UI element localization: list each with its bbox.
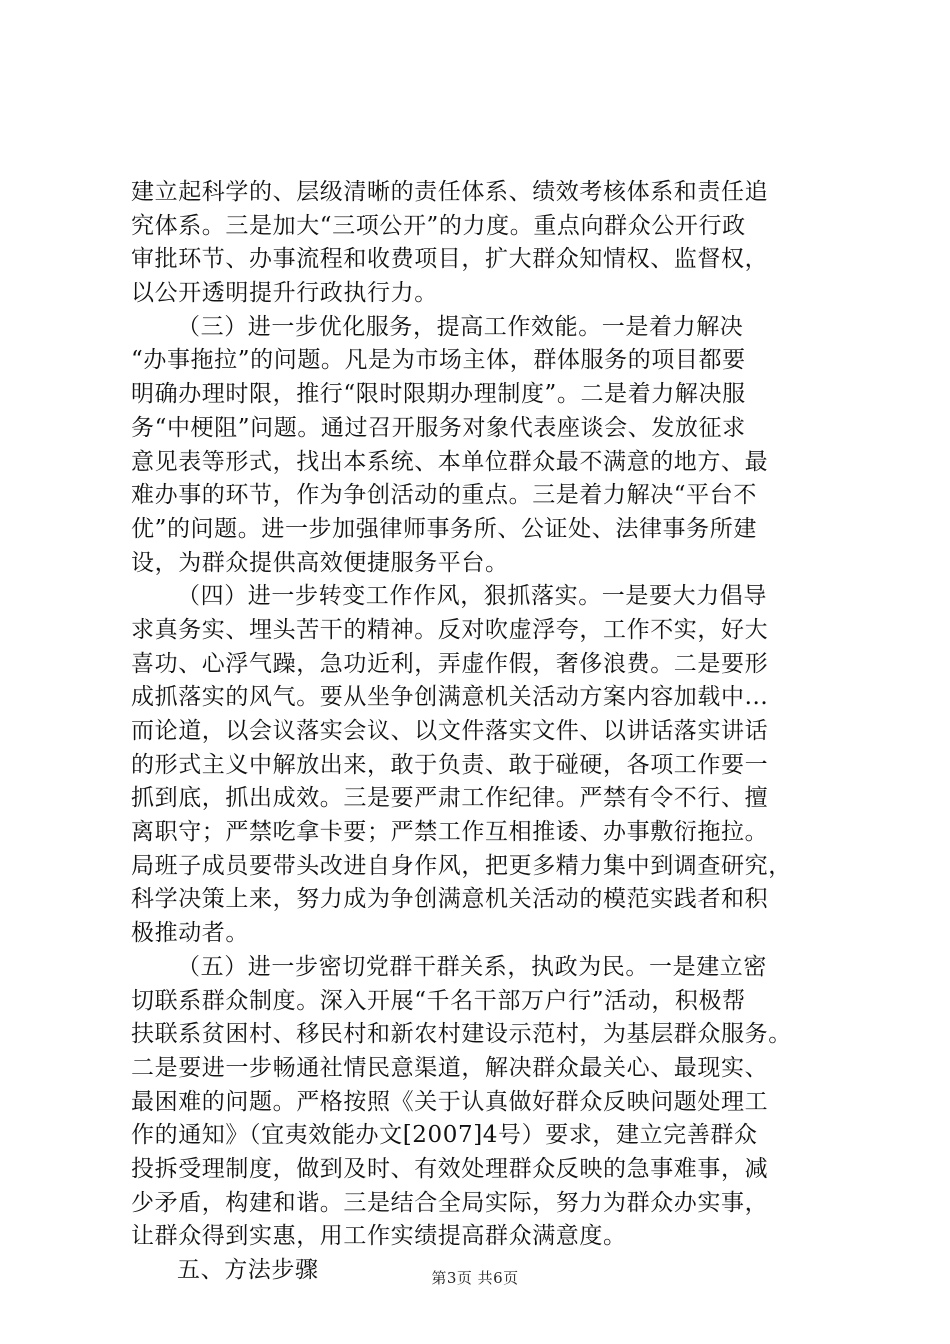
text-line: 而论道，以会议落实会议、以文件落实文件、以讲话落实讲话: [131, 718, 769, 744]
text-line: 少矛盾，构建和谐。三是结合全局实际，努力为群众办实事，: [131, 1189, 769, 1216]
section-heading-line: （三）进一步优化服务，提高工作效能。一是着力解决: [177, 313, 744, 340]
text-line: 作的通知》（宜夷效能办文[2007]4号）要求，建立完善群众: [131, 1122, 758, 1149]
text-line: 求真务实、埋头苦干的精神。反对吹虚浮夸，工作不实，好大: [131, 616, 769, 643]
text-line: 以公开透明提升行政执行力。: [131, 280, 438, 307]
text-line: 难办事的环节，作为争创活动的重点。三是着力解决“平台不: [131, 482, 757, 509]
section-heading: 五、方法步骤: [177, 1257, 319, 1283]
text-line: 建立起科学的、层级清晰的责任体系、绩效考核体系和责任追: [131, 179, 769, 205]
text-line: 喜功、心浮气躁，急功近利，弄虚作假，奢侈浪费。二是要形: [131, 650, 769, 677]
text-line: 让群众得到实惠，用工作实绩提高群众满意度。: [131, 1223, 627, 1250]
text-line: 优”的问题。进一步加强律师事务所、公证处、法律事务所建: [131, 515, 757, 542]
page-number-footer: 第3页 共6页: [431, 1269, 519, 1287]
text-line: 科学决策上来，努力成为争创满意机关活动的模范实践者和积: [131, 886, 769, 913]
text-line: 局班子成员要带头改进自身作风，把更多精力集中到调查研究，: [131, 852, 792, 879]
document-body: [131, 176, 831, 1288]
text-line: 明确办理时限，推行“限时限期办理制度”。二是着力解决服: [131, 381, 746, 408]
text-line: 抓到底，抓出成效。三是要严肃工作纪律。严禁有令不行、擅: [131, 785, 769, 812]
text-line: 设，为群众提供高效便捷服务平台。: [131, 549, 509, 576]
text-line: 成抓落实的风气。要从坐争创满意机关活动方案内容加载中...: [131, 684, 769, 711]
text-line: 务“中梗阻”问题。通过召开服务对象代表座谈会、发放征求: [131, 414, 746, 441]
text-line: “办事拖拉”的问题。凡是为市场主体，群体服务的项目都要: [131, 347, 746, 374]
text-line: 投拆受理制度，做到及时、有效处理群众反映的急事难事，减: [131, 1155, 769, 1182]
text-line: 究体系。三是加大“三项公开”的力度。重点向群众公开行政: [131, 212, 746, 239]
text-line: 扶联系贫困村、移民村和新农村建设示范村，为基层群众服务。: [131, 1021, 792, 1048]
section-heading-line: （五）进一步密切党群干群关系，执政为民。一是建立密: [177, 953, 767, 980]
text-line: 的形式主义中解放出来，敢于负责、敢于碰硬，各项工作要一: [131, 751, 769, 778]
text-line: 二是要进一步畅通社情民意渠道，解决群众最关心、最现实、: [131, 1054, 769, 1081]
text-line: 离职守；严禁吃拿卡要；严禁工作互相推诿、办事敷衍拖拉。: [131, 819, 769, 846]
text-line: 切联系群众制度。深入开展“千名干部万户行”活动，积极帮: [131, 987, 746, 1014]
text-line: 极推动者。: [131, 920, 249, 947]
section-heading-line: （四）进一步转变工作作风，狠抓落实。一是要大力倡导: [177, 583, 767, 610]
text-line: 最困难的问题。严格按照《关于认真做好群众反映问题处理工: [131, 1088, 769, 1115]
text-line: 意见表等形式，找出本系统、本单位群众最不满意的地方、最: [131, 448, 769, 475]
text-line: 审批环节、办事流程和收费项目，扩大群众知情权、监督权，: [131, 246, 769, 273]
